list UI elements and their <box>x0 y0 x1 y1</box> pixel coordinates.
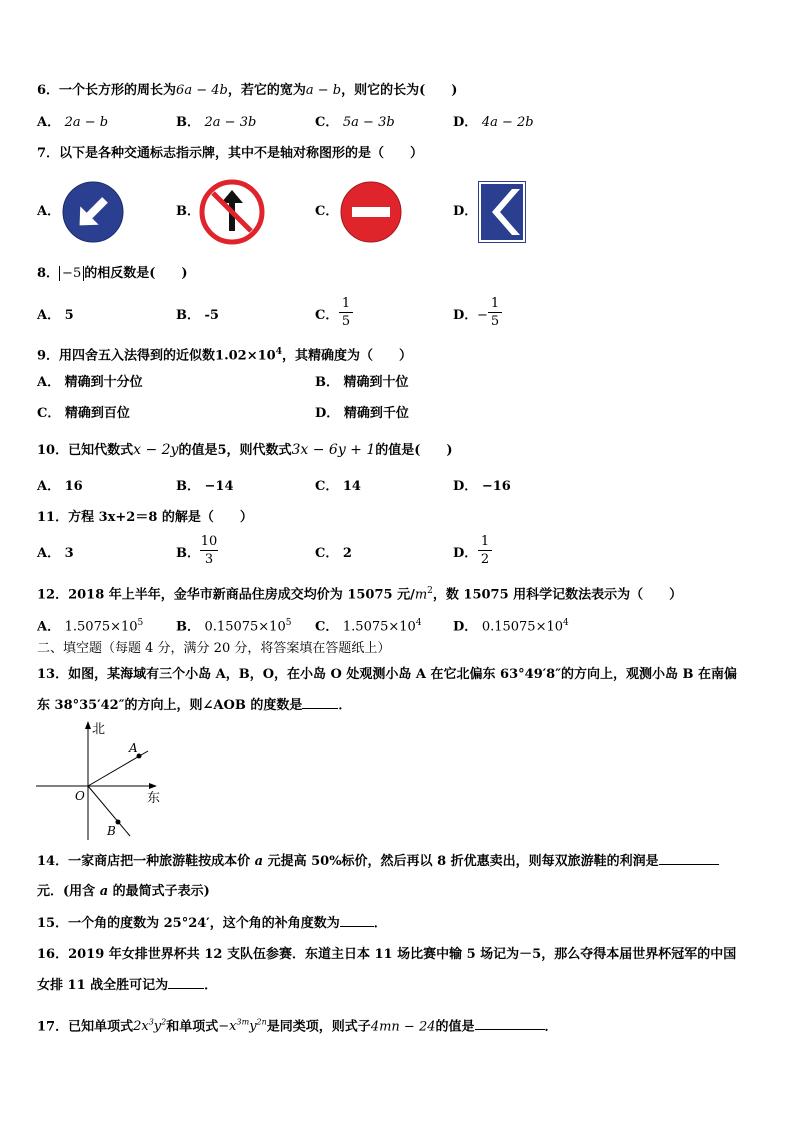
q11-option-b-letter: B． <box>176 546 200 561</box>
q11-option-d-fraction: 1 2 <box>478 534 492 567</box>
q10-option-d: D． −16 <box>453 479 511 494</box>
q16-answer-blank[interactable] <box>168 988 204 989</box>
q6-stem-a: 6．一个长方形的周长为 <box>37 83 177 98</box>
q8-abs-value: −5 <box>59 266 84 281</box>
section-heading-fill-in: 二、填空题（每题 4 分，满分 20 分，将答案填在答题纸上） <box>37 641 391 656</box>
no-straight-ahead-sign-icon <box>201 181 263 243</box>
q14-line2: 元．(用含 a 的最简式子表示) <box>37 884 210 899</box>
q8-option-d-letter: D． <box>453 308 478 323</box>
q12-option-d: D． $0.15075\times 10^4$ <box>453 618 569 635</box>
q12-option-a: A． $1.5075\times 10^5$ <box>37 618 144 635</box>
q7-option-a-letter: A． <box>37 204 61 219</box>
q12-option-c: C． $1.5075\times 10^4$ <box>315 618 422 635</box>
q7-stem: 7．以下是各种交通标志指示牌，其中不是轴对称图形的是（ ） <box>37 146 424 161</box>
q11-stem: 11．方程 3x+2＝8 的解是（ ） <box>37 510 253 525</box>
q13-label-east: 东 <box>147 791 161 806</box>
q6-option-b: B． 2a − 3b <box>176 115 257 130</box>
q10-stem: 10．已知代数式x − 2y的值是5，则代数式3x − 6y + 1的值是( ) <box>37 442 453 458</box>
q11-option-c: C． 2 <box>315 546 352 561</box>
q15-stem: 15．一个角的度数为 25°24′，这个角的补角度数为 ． <box>37 916 387 931</box>
q6-stem-c: ，则它的长为( ) <box>341 83 458 98</box>
q12-stem: 12．2018 年上半年，金华市新商品住房成交均价为 15075 元$/m^2$，数 15075 用科学记数法表示为（ ） <box>37 586 683 603</box>
q13-label-b: B <box>107 824 116 838</box>
q6-expr-width: a − b <box>305 83 342 98</box>
q13-compass-figure <box>36 718 176 842</box>
q13-label-o: O <box>75 789 85 803</box>
q8-number: 8． <box>37 266 60 281</box>
q11-option-d-letter: D． <box>453 546 478 561</box>
q17-answer-blank[interactable] <box>475 1029 545 1030</box>
q8-option-c-fraction: 1 5 <box>339 296 353 329</box>
q6-option-d: D． 4a − 2b <box>453 115 534 130</box>
q13-answer-blank[interactable] <box>302 708 338 709</box>
q17-monomial-1: $2x^3y^2$ <box>133 1018 167 1035</box>
no-entry-sign-icon <box>340 181 402 243</box>
q13-line1: 13．如图，某海域有三个小岛 A，B，O，在小岛 O 处观测小岛 A 在它北偏东 63°49′8″的方向上，观测小岛 B 在南偏 <box>37 667 738 682</box>
q6-expr-perimeter: 6a − 4b <box>176 83 228 98</box>
q16-line1: 16．2019 年女排世界杯共 12 支队伍参赛．东道主日本 11 场比赛中输 5 场记为－5，那么夺得本届世界杯冠军的中国 <box>37 947 737 962</box>
q7-option-d-letter: D． <box>453 204 478 219</box>
blue-square-chevron-left-icon <box>478 181 526 243</box>
q6-stem-b: ，若它的宽为 <box>227 83 306 98</box>
q9-option-c: C． 精确到百位 <box>37 406 130 421</box>
q8-option-d-fraction: 1 5 <box>488 296 502 329</box>
q14-line1: 14．一家商店把一种旅游鞋按成本价 a 元提高 50%标价，然后再以 8 折优惠卖出，则每双旅游鞋的利润是 <box>37 853 719 871</box>
q10-option-a: A． 16 <box>37 479 83 494</box>
q11-option-a: A． 3 <box>37 546 74 561</box>
q8-option-b: B． -5 <box>176 308 219 323</box>
q16-line2: 女排 11 战全胜可记为 ． <box>37 978 218 993</box>
blue-circle-arrow-down-left-icon <box>62 181 124 243</box>
q8-option-d-sign: − <box>477 308 488 323</box>
q11-option-b-fraction: 10 3 <box>200 534 218 567</box>
q9-option-b: B． 精确到十位 <box>315 375 409 390</box>
q13-label-a: A <box>129 741 138 755</box>
q9-option-d: D． 精确到千位 <box>315 406 409 421</box>
q9-option-a: A． 精确到十分位 <box>37 375 143 390</box>
q10-option-c: C． 14 <box>315 479 361 494</box>
q9-stem: 9．用四舍五入法得到的近似数$1.02\times 10^4$，其精确度为（ ） <box>37 347 412 364</box>
q17-stem: 17．已知单项式$2x^3y^2$和单项式$-x^{3m}y^{2n}$是同类项，则式子4mn − 24的值是 ． <box>37 1018 558 1035</box>
q12-option-b: B． $0.15075\times 10^5$ <box>176 618 292 635</box>
q13-line2: 东 38°35′42″的方向上，则∠AOB 的度数是 ． <box>37 698 352 713</box>
q13-label-north: 北 <box>92 722 106 737</box>
q7-option-b-letter: B． <box>176 204 200 219</box>
q8-option-a: A． 5 <box>37 308 74 323</box>
q8-option-c-letter: C． <box>315 308 339 323</box>
q6-option-a: A． 2a − b <box>37 115 109 130</box>
q6-stem <box>37 82 457 100</box>
q8-stem-text: 的相反数是( ) <box>84 266 188 281</box>
q14-answer-blank[interactable] <box>659 864 719 865</box>
q6-option-c: C． 5a − 3b <box>315 115 395 130</box>
q10-option-b: B． −14 <box>176 479 234 494</box>
q7-option-c-letter: C． <box>315 204 339 219</box>
q15-answer-blank[interactable] <box>340 926 374 927</box>
q8-stem <box>37 265 188 283</box>
q17-monomial-2: $-x^{3m}y^{2n}$ <box>218 1018 267 1035</box>
